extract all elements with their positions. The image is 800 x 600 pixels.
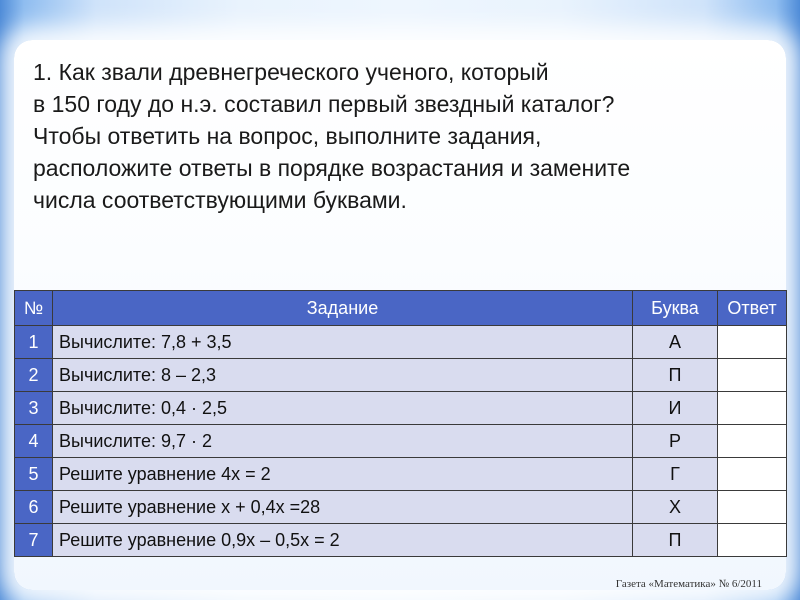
table-row <box>15 491 787 524</box>
row-task: Вычислите: 9,7 · 2 <box>53 425 633 458</box>
header-letter: Буква <box>633 291 718 326</box>
row-letter: П <box>633 359 718 392</box>
table-row <box>15 458 787 491</box>
row-answer-cell[interactable] <box>718 392 787 425</box>
row-num: 6 <box>15 491 53 524</box>
row-task: Вычислите: 8 – 2,3 <box>53 359 633 392</box>
row-num: 7 <box>15 524 53 557</box>
row-letter: Г <box>633 458 718 491</box>
row-answer-cell[interactable] <box>718 326 787 359</box>
row-num: 2 <box>15 359 53 392</box>
row-letter: Х <box>633 491 718 524</box>
row-num: 1 <box>15 326 53 359</box>
row-letter: И <box>633 392 718 425</box>
row-num: 4 <box>15 425 53 458</box>
header-num: № <box>15 291 53 326</box>
header-task: Задание <box>53 291 633 326</box>
row-num: 3 <box>15 392 53 425</box>
row-task: Решите уравнение 0,9х – 0,5х = 2 <box>53 524 633 557</box>
row-answer-cell[interactable] <box>718 524 787 557</box>
question-line: в 150 году до н.э. составил первый звездный каталог? <box>33 91 615 117</box>
table-header-row <box>15 291 787 326</box>
question-line: Чтобы ответить на вопрос, выполните задания, <box>33 123 542 149</box>
row-answer-cell[interactable] <box>718 425 787 458</box>
header-answer: Ответ <box>718 291 787 326</box>
table-row <box>15 359 787 392</box>
row-task: Решите уравнение х + 0,4х =28 <box>53 491 633 524</box>
row-task: Решите уравнение 4х = 2 <box>53 458 633 491</box>
table-row <box>15 326 787 359</box>
row-answer-cell[interactable] <box>718 491 787 524</box>
table-row <box>15 392 787 425</box>
source-caption: Газета «Математика» № 6/2011 <box>615 578 762 590</box>
row-letter: Р <box>633 425 718 458</box>
question-line: расположите ответы в порядке возрастания и замените <box>33 155 631 181</box>
table-row <box>15 524 787 557</box>
tasks-table <box>14 290 787 557</box>
question-line: числа соответствующими буквами. <box>33 187 407 213</box>
table-row <box>15 425 787 458</box>
row-task: Вычислите: 0,4 · 2,5 <box>53 392 633 425</box>
question-text <box>33 56 783 216</box>
row-letter: П <box>633 524 718 557</box>
question-line: 1. Как звали древнегреческого ученого, который <box>33 59 549 85</box>
row-letter: А <box>633 326 718 359</box>
row-task: Вычислите: 7,8 + 3,5 <box>53 326 633 359</box>
row-answer-cell[interactable] <box>718 359 787 392</box>
row-num: 5 <box>15 458 53 491</box>
row-answer-cell[interactable] <box>718 458 787 491</box>
